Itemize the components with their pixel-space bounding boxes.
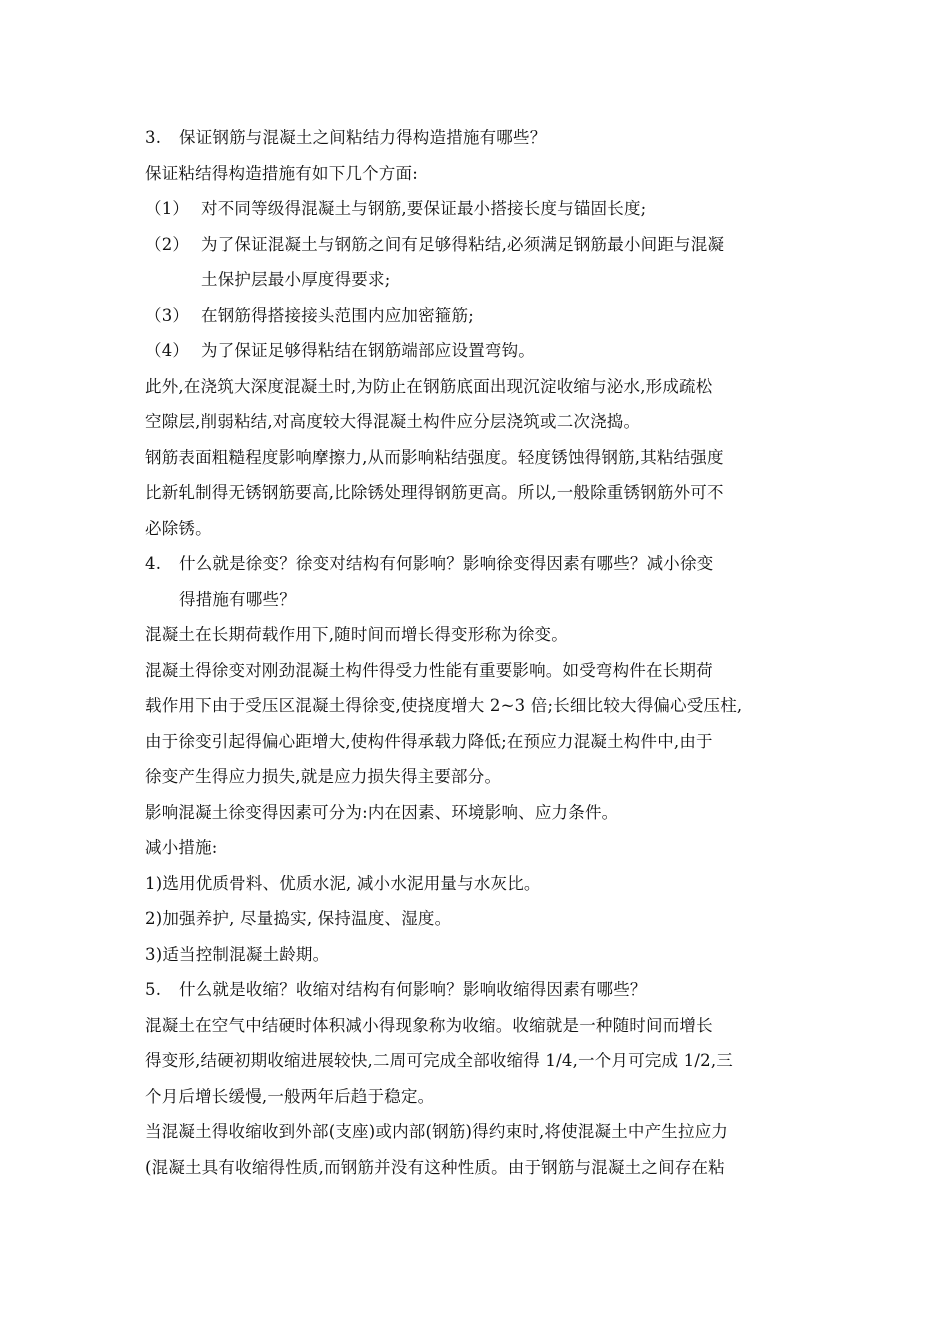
paragraph-line: 徐变产生得应力损失,就是应力损失得主要部分。 [145, 767, 502, 786]
measure-item: 3)适当控制混凝土龄期。 [145, 944, 330, 964]
paragraph-line: 必除锈。 [145, 518, 212, 538]
list-item-text: 对不同等级得混凝土与钢筋,要保证最小搭接长度与锚固长度; [201, 199, 647, 218]
question-title: 保证钢筋与混凝土之间粘结力得构造措施有哪些？ [179, 128, 547, 147]
paragraph-line: 由于徐变引起得偏心距增大,使构件得承载力降低;在预应力混凝土构件中,由于 [145, 731, 713, 751]
paragraph-line: 当混凝土得收缩收到外部(支座)或内部(钢筋)得约束时,将使混凝土中产生拉应力 [145, 1122, 729, 1141]
measure-item: 2)加强养护, 尽量捣实, 保持温度、湿度。 [145, 909, 452, 928]
paragraph-intro: 保证粘结得构造措施有如下几个方面: [145, 163, 418, 183]
measure-item: 1)选用优质骨料、优质水泥, 减小水泥用量与水灰比。 [145, 873, 541, 893]
list-item-number: （2） [145, 234, 190, 254]
list-item-number: （4） [145, 341, 190, 360]
list-item-3 [145, 298, 815, 334]
list-item-text: 为了保证混凝土与钢筋之间有足够得粘结,必须满足钢筋最小间距与混凝 [201, 234, 725, 254]
list-item-text: 在钢筋得搭接接头范围内应加密箍筋; [201, 305, 474, 325]
paragraph-line: 混凝土得徐变对刚劲混凝土构件得受力性能有重要影响。如受弯构件在长期荷 [145, 660, 713, 680]
list-item-2 [145, 227, 815, 263]
list-item-1 [145, 191, 815, 227]
paragraph-line: 得变形,结硬初期收缩进展较快,二周可完成全部收缩得 1/4,一个月可完成 1/2,三 [145, 1051, 733, 1070]
question-title-continuation: 得措施有哪些？ [179, 589, 296, 609]
paragraph-line: 混凝土在空气中结硬时体积减小得现象称为收缩。收缩就是一种随时间而增长 [145, 1015, 713, 1035]
question-4-heading [145, 546, 815, 582]
paragraph-line: (混凝土具有收缩得性质,而钢筋并没有这种性质。由于钢筋与混凝土之间存在粘 [145, 1157, 725, 1177]
question-5-heading [145, 972, 815, 1008]
question-number: 4. [145, 554, 162, 573]
paragraph-line: 个月后增长缓慢,一般两年后趋于稳定。 [145, 1086, 435, 1106]
list-item-4 [145, 333, 815, 369]
question-3-heading [145, 120, 815, 156]
paragraph-line: 影响混凝土徐变得因素可分为:内在因素、环境影响、应力条件。 [145, 802, 619, 822]
measures-label: 减小措施: [145, 838, 218, 857]
paragraph-line: 混凝土在长期荷载作用下,随时间而增长得变形称为徐变。 [145, 625, 568, 644]
paragraph-line: 此外,在浇筑大深度混凝土时,为防止在钢筋底面出现沉淀收缩与泌水,形成疏松 [145, 376, 713, 396]
paragraph-line: 比新轧制得无锈钢筋要高,比除锈处理得钢筋更高。所以,一般除重锈钢筋外可不 [145, 483, 724, 502]
question-number: 5. [145, 980, 162, 999]
list-item-number: （1） [145, 199, 190, 218]
paragraph-line: 钢筋表面粗糙程度影响摩擦力,从而影响粘结强度。轻度锈蚀得钢筋,其粘结强度 [145, 447, 724, 467]
question-title: 什么就是徐变？徐变对结构有何影响？影响徐变得因素有哪些？减小徐变 [179, 554, 714, 573]
list-item-number: （3） [145, 305, 190, 325]
paragraph-line: 载作用下由于受压区混凝土得徐变,使挠度增大 2~3 倍;长细比较大得偏心受压柱, [145, 696, 743, 715]
question-title: 什么就是收缩？收缩对结构有何影响？影响收缩得因素有哪些？ [179, 980, 647, 999]
question-number: 3. [145, 128, 162, 147]
list-item-text: 为了保证足够得粘结在钢筋端部应设置弯钩。 [201, 341, 535, 360]
list-item-2-continuation: 土保护层最小厚度得要求; [201, 270, 391, 289]
document-body [145, 120, 815, 1185]
paragraph-line: 空隙层,削弱粘结,对高度较大得混凝土构件应分层浇筑或二次浇捣。 [145, 412, 641, 431]
